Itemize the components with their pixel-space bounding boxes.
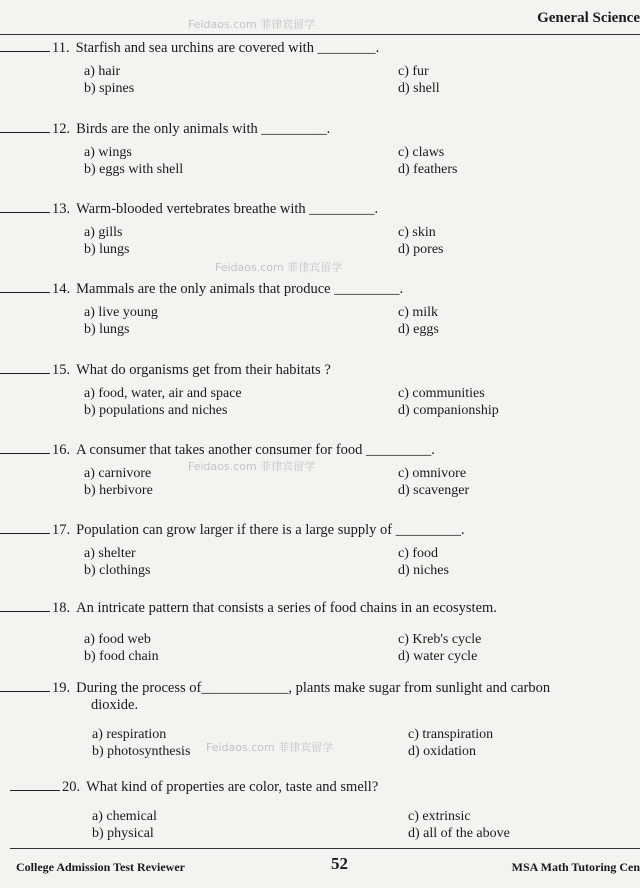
question-18 xyxy=(0,600,640,667)
choice-b[interactable]: b) lungs xyxy=(84,322,130,337)
choice-d[interactable]: d) shell xyxy=(398,81,440,96)
question-number: 19. xyxy=(52,680,71,696)
choice-d[interactable]: d) pores xyxy=(398,242,444,257)
watermark: Feidaos.com 菲律宾留学 xyxy=(188,460,316,473)
answer-blank[interactable] xyxy=(0,51,50,52)
watermark: Feidaos.com 菲律宾留学 xyxy=(188,18,316,31)
header-rule xyxy=(0,34,640,35)
choice-a[interactable]: a) gills xyxy=(84,225,123,240)
answer-blank[interactable] xyxy=(0,212,50,213)
answer-blank[interactable] xyxy=(0,132,50,133)
question-15 xyxy=(0,362,640,421)
choice-c[interactable]: c) communities xyxy=(398,386,485,401)
page-number: 52 xyxy=(331,854,348,873)
choice-c[interactable]: c) extrinsic xyxy=(408,809,471,824)
question-number: 14. xyxy=(52,281,71,297)
question-number: 17. xyxy=(52,522,71,538)
answer-blank[interactable] xyxy=(0,373,50,374)
question-13 xyxy=(0,201,640,260)
answer-blank[interactable] xyxy=(0,453,50,454)
answer-blank[interactable] xyxy=(0,691,50,692)
question-number: 20. xyxy=(62,779,81,795)
choice-a[interactable]: a) hair xyxy=(84,64,121,79)
question-text: What do organisms get from their habitats ? xyxy=(76,362,331,378)
choice-b[interactable]: b) spines xyxy=(84,81,135,96)
choice-c[interactable]: c) milk xyxy=(398,305,439,320)
question-text: Population can grow larger if there is a large supply of _________. xyxy=(76,522,465,538)
choice-c[interactable]: c) omnivore xyxy=(398,466,467,481)
choice-d[interactable]: d) oxidation xyxy=(408,744,477,759)
choice-b[interactable]: b) lungs xyxy=(84,242,130,257)
choice-b[interactable]: b) clothings xyxy=(84,563,151,578)
question-16 xyxy=(0,442,640,501)
answer-blank[interactable] xyxy=(0,611,50,612)
choice-d[interactable]: d) feathers xyxy=(398,162,458,177)
choice-b[interactable]: b) photosynthesis xyxy=(92,744,191,759)
choice-a[interactable]: a) carnivore xyxy=(84,466,152,481)
question-text: During the process of____________, plants make sugar from sunlight and carbon xyxy=(76,680,551,696)
choice-a[interactable]: a) wings xyxy=(84,145,132,160)
choice-a[interactable]: a) chemical xyxy=(92,809,157,824)
choice-d[interactable]: d) all of the above xyxy=(408,826,510,841)
choice-d[interactable]: d) eggs xyxy=(398,322,439,337)
choice-c[interactable]: c) fur xyxy=(398,64,429,79)
question-19 xyxy=(0,680,640,762)
choice-b[interactable]: b) eggs with shell xyxy=(84,162,184,177)
footer-rule xyxy=(10,848,640,849)
question-text-continued: dioxide. xyxy=(91,697,139,713)
choice-a[interactable]: a) live young xyxy=(84,305,158,320)
answer-blank[interactable] xyxy=(0,292,50,293)
choice-c[interactable]: c) skin xyxy=(398,225,436,240)
choice-c[interactable]: c) transpiration xyxy=(408,727,494,742)
header-title: General Science xyxy=(537,10,640,26)
question-20 xyxy=(0,779,640,844)
question-text: Warm-blooded vertebrates breathe with _________. xyxy=(76,201,379,217)
question-12 xyxy=(0,121,640,180)
question-number: 11. xyxy=(52,40,70,56)
choice-b[interactable]: b) populations and niches xyxy=(84,403,228,418)
question-number: 13. xyxy=(52,201,71,217)
question-text: A consumer that takes another consumer for food _________. xyxy=(76,442,435,458)
choice-a[interactable]: a) food, water, air and space xyxy=(84,386,242,401)
question-number: 15. xyxy=(52,362,71,378)
choice-b[interactable]: b) herbivore xyxy=(84,483,153,498)
choice-c[interactable]: c) Kreb's cycle xyxy=(398,632,482,647)
question-text: An intricate pattern that consists a series of food chains in an ecosystem. xyxy=(76,600,497,616)
question-text: What kind of properties are color, taste and smell? xyxy=(86,779,379,795)
choice-a[interactable]: a) food web xyxy=(84,632,151,647)
choice-d[interactable]: d) niches xyxy=(398,563,449,578)
question-text: Birds are the only animals with _________. xyxy=(76,121,331,137)
answer-blank[interactable] xyxy=(10,790,60,791)
choice-b[interactable]: b) food chain xyxy=(84,649,159,664)
question-text: Mammals are the only animals that produce _________. xyxy=(76,281,404,297)
footer-title: College Admission Test Reviewer xyxy=(16,860,185,874)
choice-b[interactable]: b) physical xyxy=(92,826,154,841)
question-number: 12. xyxy=(52,121,71,137)
choice-d[interactable]: d) water cycle xyxy=(398,649,478,664)
choice-c[interactable]: c) food xyxy=(398,546,439,561)
answer-blank[interactable] xyxy=(0,533,50,534)
choice-d[interactable]: d) scavenger xyxy=(398,483,470,498)
footer-publisher: MSA Math Tutoring Cen xyxy=(511,860,640,874)
choice-c[interactable]: c) claws xyxy=(398,145,445,160)
question-text: Starfish and sea urchins are covered with ________. xyxy=(75,40,380,56)
watermark: Feidaos.com 菲律宾留学 xyxy=(206,741,334,754)
question-14 xyxy=(0,281,640,340)
question-11 xyxy=(0,40,640,99)
question-17 xyxy=(0,522,640,581)
watermark: Feidaos.com 菲律宾留学 xyxy=(215,261,343,274)
question-number: 18. xyxy=(52,600,71,616)
choice-a[interactable]: a) shelter xyxy=(84,546,136,561)
choice-d[interactable]: d) companionship xyxy=(398,403,499,418)
question-number: 16. xyxy=(52,442,71,458)
choice-a[interactable]: a) respiration xyxy=(92,727,167,742)
